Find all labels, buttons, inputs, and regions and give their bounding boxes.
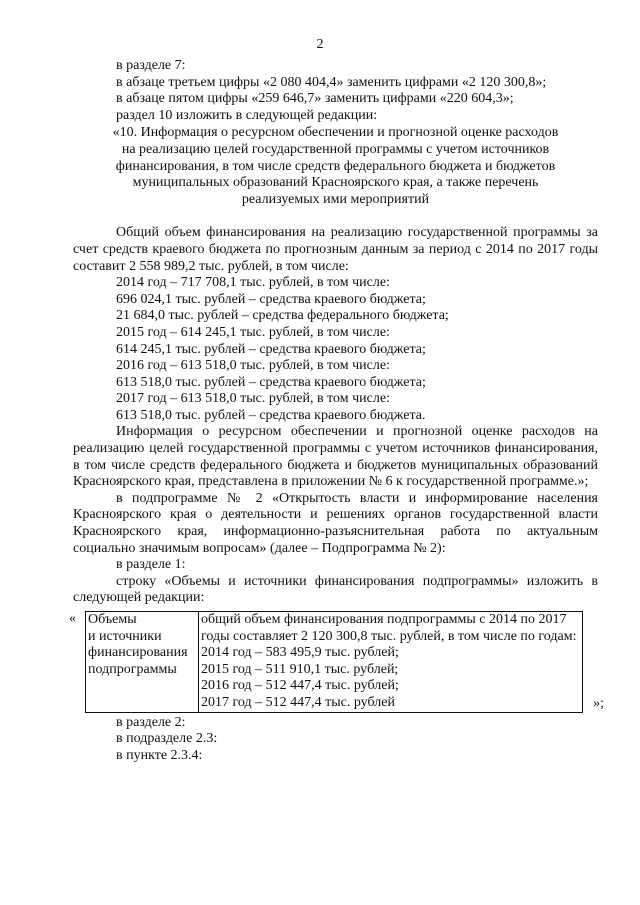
breakdown-line: 2016 год – 613 518,0 тыс. рублей, в том числе:	[116, 358, 390, 374]
intro-line: в абзаце третьем цифры «2 080 404,4» заменить цифрами «2 120 300,8»;	[116, 74, 547, 90]
document-body	[69, 58, 604, 764]
section-10-heading	[73, 125, 598, 208]
label-line: финансирования	[88, 645, 188, 661]
outro-line: в пункте 2.3.4:	[116, 747, 203, 763]
heading-line: финансирования, в том числе средств федерального бюджета и бюджетов	[115, 158, 556, 174]
heading-line: реализуемых ими мероприятий	[241, 191, 430, 207]
funding-table	[85, 611, 583, 713]
funding-table-block	[69, 611, 604, 713]
value-year: 2015 год – 511 910,1 тыс. рублей;	[201, 661, 399, 677]
label-line: подпрограммы	[88, 661, 177, 677]
label-line: и источники	[88, 628, 162, 644]
value-main: общий объем финансирования подпрограммы с 2014 по 2017 годы составляет 2 120 300,8 тыс. рублей, в том числе по годам:	[201, 612, 577, 644]
subprogram-paragraph: в подпрограмме № 2 «Открытость власти и информирование населения Красноярского края о деятельности и решениях органов государственной власти Красноярского края, информационно-разъяснительная работа по актуальным социально значимым вопросам» (далее – Подпрограмма № 2):	[73, 490, 598, 556]
table-row	[86, 612, 583, 713]
breakdown-line: 614 245,1 тыс. рублей – средства краевого бюджета;	[116, 341, 426, 357]
breakdown-line: 2017 год – 613 518,0 тыс. рублей, в том числе:	[116, 391, 390, 407]
intro-line: в абзаце пятом цифры «259 646,7» заменить цифрами «220 604,3»;	[116, 91, 514, 107]
heading-line: муниципальных образований Красноярского края, а также перечень	[132, 175, 539, 191]
close-quote: »;	[593, 695, 604, 711]
breakdown-line: 613 518,0 тыс. рублей – средства краевого бюджета.	[116, 407, 426, 423]
appendix-paragraph: Информация о ресурсном обеспечении и прогнозной оценке расходов на реализацию целей государственной программы с учетом источников финансирования, в том числе средств федерального бюджета и бюджетов муниципальных образований Красноярского края, представлена в приложении № 6 к государственной программе.»;	[73, 424, 598, 490]
value-year: 2016 год – 512 447,4 тыс. рублей;	[201, 678, 399, 694]
heading-line: на реализацию целей государственной программы с учетом источников	[121, 141, 550, 157]
funding-breakdown	[73, 275, 598, 424]
table-label-cell	[86, 612, 199, 713]
intro-line: в разделе 7:	[116, 58, 186, 73]
breakdown-line: 2015 год – 614 245,1 тыс. рублей, в том числе:	[116, 324, 390, 340]
outro-line: в разделе 2:	[116, 714, 186, 730]
value-year: 2014 год – 583 495,9 тыс. рублей;	[201, 645, 399, 661]
total-funding-paragraph: Общий объем финансирования на реализацию государственной программы за счет средств краевого бюджета по прогнозным данным за период с 2014 по 2017 годы составит 2 558 989,2 тыс. рублей, в том числе:	[73, 225, 598, 274]
outro	[73, 715, 598, 765]
row-instruction: строку «Объемы и источники финансирования подпрограммы» изложить в следующей редакции:	[73, 573, 598, 606]
breakdown-line: 21 684,0 тыс. рублей – средства федерального бюджета;	[116, 308, 449, 324]
table-value-cell	[199, 612, 583, 713]
heading-line: «10. Информация о ресурсном обеспечении и прогнозной оценке расходов	[112, 125, 559, 141]
label-line: Объемы	[88, 612, 137, 627]
value-year: 2017 год – 512 447,4 тыс. рублей	[201, 694, 395, 710]
section-1-label: в разделе 1:	[116, 557, 186, 573]
outro-line: в подразделе 2.3:	[116, 731, 218, 747]
breakdown-line: 2014 год – 717 708,1 тыс. рублей, в том числе:	[116, 275, 390, 291]
breakdown-line: 696 024,1 тыс. рублей – средства краевого бюджета;	[116, 291, 426, 307]
open-quote: «	[69, 611, 76, 626]
page-number: 2	[316, 37, 324, 52]
intro-line: раздел 10 изложить в следующей редакции:	[116, 107, 378, 123]
blank-line	[73, 208, 598, 225]
breakdown-line: 613 518,0 тыс. рублей – средства краевого бюджета;	[116, 374, 426, 390]
